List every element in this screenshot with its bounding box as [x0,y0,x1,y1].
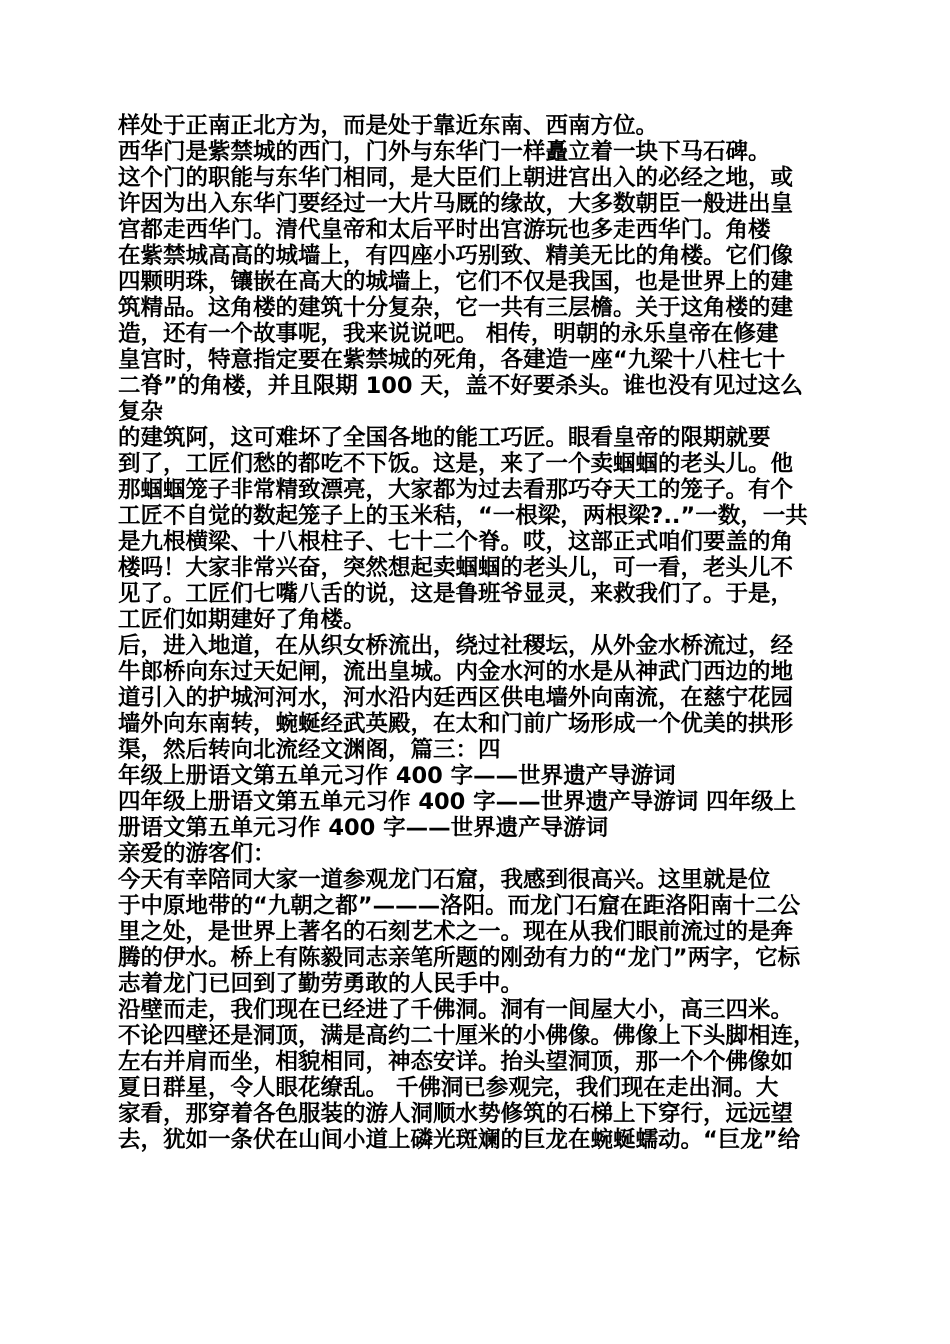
text-line: 这个门的职能与东华门相同，是大臣们上朝进宫出入的必经之地，或 [118,165,794,191]
text-line: 渠，然后转向北流经文渊阁，篇三：四 [118,737,501,763]
text-line: 到了，工匠们愁的都吃不下饭。这是，来了一个卖蝈蝈的老头儿。他 [118,451,794,477]
text-line: 不论四壁还是洞顶，满是高约二十厘米的小佛像。佛像上下头脚相连， [118,1023,816,1049]
text-line: 是九根横梁、十八根柱子、七十二个脊。哎，这部正式咱们要盖的角 [118,529,794,555]
text-line: 的建筑阿，这可难坏了全国各地的能工巧匠。眼看皇帝的限期就要 [118,425,771,451]
text-line: 后，进入地道，在从织女桥流出，绕过社稷坛，从外金水桥流过，经 [118,633,794,659]
text-line: 道引入的护城河河水，河水沿内廷西区供电墙外向南流，在慈宁花园 [118,685,794,711]
text-line: 里之处，是世界上著名的石刻艺术之一。现在从我们眼前流过的是奔 [118,919,794,945]
text-line: 牛郎桥向东过天妃闸，流出皇城。内金水河的水是从神武门西边的地 [118,659,794,685]
text-line: 年级上册语文第五单元习作 400 字——世界遗产导游词 [118,763,676,789]
text-line: 楼吗！大家非常兴奋，突然想起卖蝈蝈的老头儿，可一看，老头儿不 [118,555,794,581]
text-line: 亲爱的游客们： [118,841,276,867]
text-line: 复杂 [118,399,164,425]
text-line: 四年级上册语文第五单元习作 400 字——世界遗产导游词 四年级上 [118,789,796,815]
text-line: 筑精品。这角楼的建筑十分复杂，它一共有三层檐。关于这角楼的建 [118,295,794,321]
text-line: 西华门是紫禁城的西门，门外与东华门一样矗立着一块下马石碑。 [118,139,771,165]
text-line: 家看，那穿着各色服装的游人洞顺水势修筑的石梯上下穿行，远远望 [118,1101,794,1127]
text-line: 样处于正南正北方为，而是处于靠近东南、西南方位。 [118,113,659,139]
text-line: 宫都走西华门。清代皇帝和太后平时出宫游玩也多走西华门。角楼 [118,217,771,243]
text-line: 墙外向东南转，蜿蜒经武英殿，在太和门前广场形成一个优美的拱形 [118,711,794,737]
text-line: 腾的伊水。桥上有陈毅同志亲笔所题的刚劲有力的“龙门”两字，它标 [118,945,801,971]
text-line: 造，还有一个故事呢，我来说说吧。 相传，明朝的永乐皇帝在修建 [118,321,779,347]
text-line: 二脊”的角楼，并且限期 100 天，盖不好要杀头。谁也没有见过这么 [118,373,803,399]
text-line: 册语文第五单元习作 400 字——世界遗产导游词 [118,815,609,841]
document-page [118,113,838,1153]
text-line: 夏日群星，令人眼花缭乱。 千佛洞已参观完，我们现在走出洞。大 [118,1075,779,1101]
text-line: 四颗明珠，镶嵌在高大的城墙上，它们不仅是我国，也是世界上的建 [118,269,794,295]
text-line: 于中原地带的“九朝之都”———洛阳。而龙门石窟在距洛阳南十二公 [118,893,801,919]
text-line: 沿壁而走，我们现在已经进了千佛洞。洞有一间屋大小，高三四米。 [118,997,794,1023]
text-line: 工匠不自觉的数起笼子上的玉米秸，“一根梁，两根梁?..”一数，一共 [118,503,808,529]
text-line: 去，犹如一条伏在山间小道上磷光斑斓的巨龙在蜿蜒蠕动。“巨龙”给 [118,1127,801,1153]
text-line: 左右并肩而坐，相貌相同，神态安详。抬头望洞顶，那一个个佛像如 [118,1049,794,1075]
text-line: 皇宫时，特意指定要在紫禁城的死角，各建造一座“九梁十八柱七十 [118,347,786,373]
text-line: 那蝈蝈笼子非常精致漂亮，大家都为过去看那巧夺天工的笼子。有个 [118,477,794,503]
text-line: 今天有幸陪同大家一道参观龙门石窟，我感到很高兴。这里就是位 [118,867,771,893]
text-line: 工匠们如期建好了角楼。 [118,607,366,633]
text-line: 见了。工匠们七嘴八舌的说，这是鲁班爷显灵，来救我们了。于是， [118,581,794,607]
text-line: 在紫禁城高高的城墙上，有四座小巧别致、精美无比的角楼。它们像 [118,243,794,269]
text-line: 志着龙门已回到了勤劳勇敢的人民手中。 [118,971,524,997]
text-line: 许因为出入东华门要经过一大片马厩的缘故，大多数朝臣一般进出皇 [118,191,794,217]
